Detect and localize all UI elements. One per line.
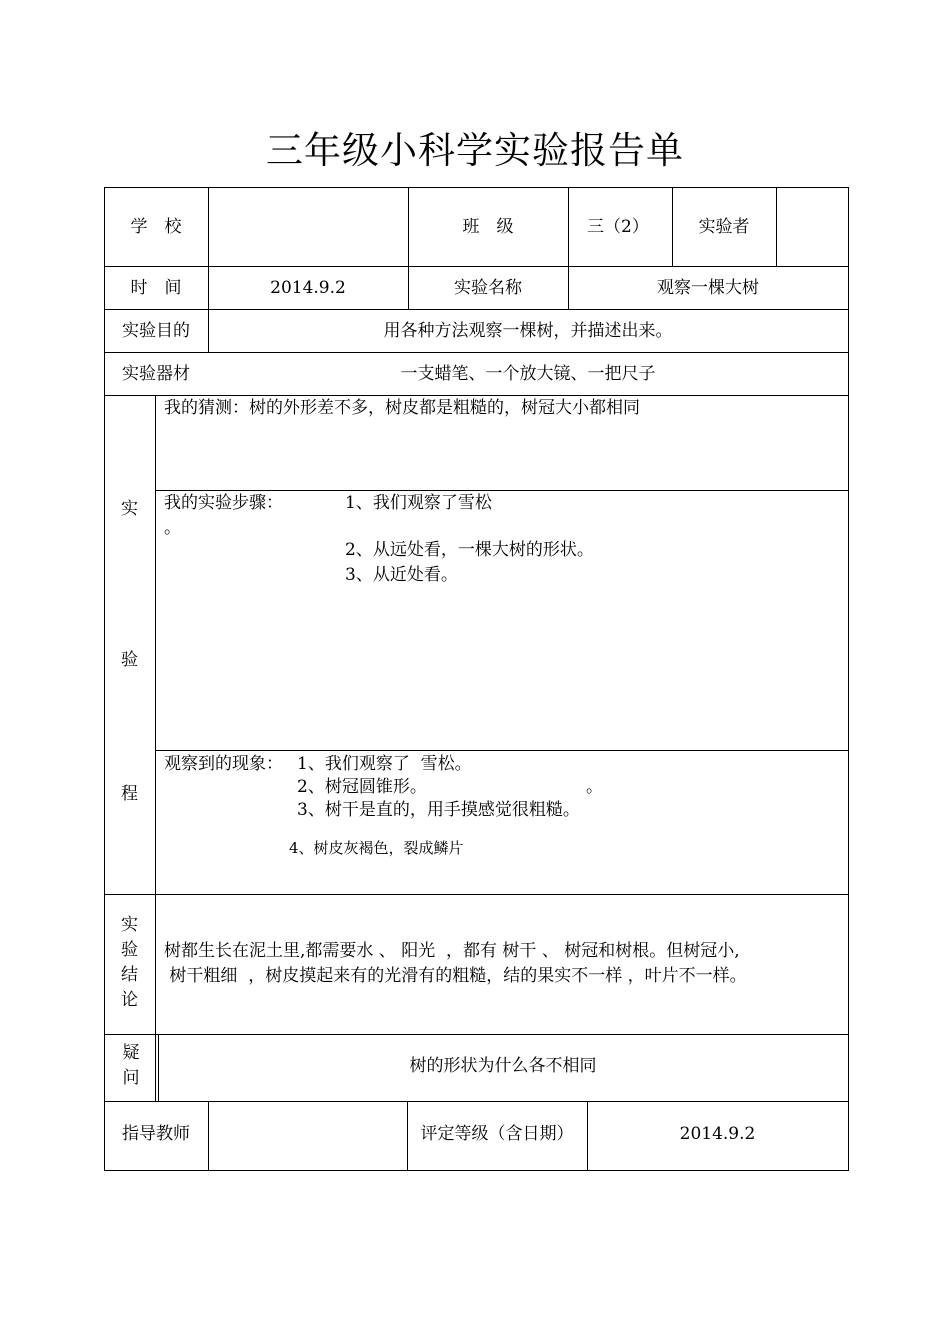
process-label-char: 程 — [121, 784, 138, 804]
question-label-char: 问 — [122, 1068, 140, 1088]
class-value: 三（2） — [587, 217, 649, 237]
materials-label: 实验器材 — [122, 364, 190, 384]
conclusion-label-char: 论 — [121, 990, 138, 1010]
phenomenon-item: 2、树冠圆锥形。 — [297, 777, 427, 797]
teacher-label: 指导教师 — [122, 1124, 190, 1144]
steps-dot: 。 — [164, 518, 181, 538]
experiment-name-value: 观察一棵大树 — [657, 278, 759, 298]
conclusion-line: 树干粗细 ，树皮摸起来有的光滑有的粗糙，结的果实不一样 ，叶片不一样。 — [164, 966, 747, 986]
time-value: 2014.9.2 — [270, 278, 346, 298]
step-item: 1、我们观察了雪松 — [345, 493, 492, 513]
experiment-name-label: 实验名称 — [454, 278, 522, 298]
materials-value: 一支蜡笔、一个放大镜、一把尺子 — [400, 364, 656, 384]
phenomenon-item: 4、树皮灰褐色，裂成鳞片 — [289, 839, 464, 857]
conclusion-label-char: 结 — [121, 965, 138, 985]
process-label-char: 实 — [121, 499, 138, 519]
conclusion-label-char: 验 — [121, 940, 138, 960]
time-label: 时 间 — [130, 278, 182, 298]
page-title: 三年级小科学实验报告单 — [266, 129, 684, 172]
grade-value: 2014.9.2 — [679, 1124, 756, 1144]
step-item: 3、从近处看。 — [345, 565, 458, 585]
phenomena-dot: 。 — [586, 777, 603, 797]
step-item: 2、从远处看，一棵大树的形状。 — [345, 540, 594, 560]
phenomenon-item: 1、我们观察了 雪松。 — [297, 754, 472, 774]
purpose-label: 实验目的 — [122, 321, 190, 341]
conclusion-label-char: 实 — [121, 915, 138, 935]
question-label-char: 疑 — [122, 1043, 140, 1063]
question-value: 树的形状为什么各不相同 — [409, 1056, 597, 1076]
steps-label: 我的实验步骤： — [164, 493, 283, 513]
class-label: 班 级 — [462, 217, 514, 237]
experimenter-label: 实验者 — [698, 217, 750, 237]
process-label-char: 验 — [121, 650, 138, 670]
grade-label: 评定等级（含日期） — [420, 1124, 574, 1144]
hypothesis-text: 我的猜测：树的外形差不多，树皮都是粗糙的，树冠大小都相同 — [164, 398, 640, 418]
purpose-value: 用各种方法观察一棵树，并描述出来。 — [383, 321, 673, 341]
school-label: 学 校 — [130, 217, 182, 237]
phenomena-label: 观察到的现象： — [164, 754, 283, 774]
phenomenon-item: 3、树干是直的，用手摸感觉很粗糙。 — [297, 800, 580, 820]
conclusion-line: 树都生长在泥土里,都需要水 、 阳光 ，都有 树干 、 树冠和树根。但树冠小, — [164, 941, 740, 961]
